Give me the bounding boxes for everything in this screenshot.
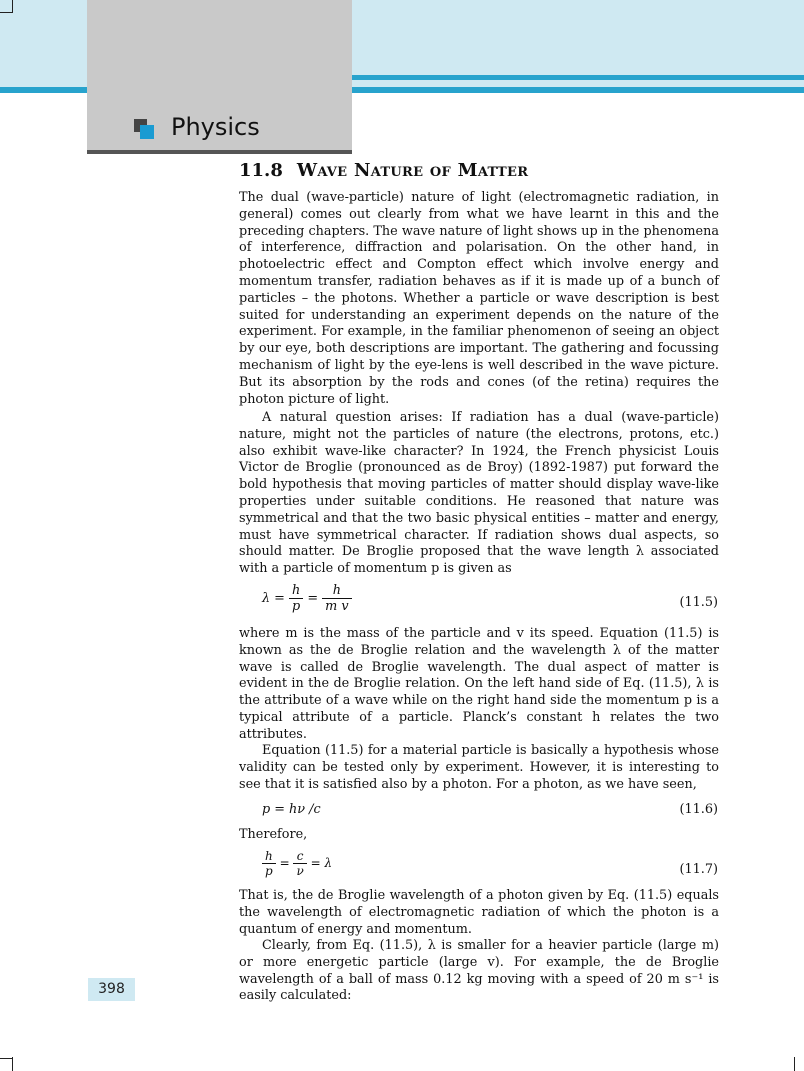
paragraph-2: A natural question arises: If radiation has a dual (wave-particle) nature, might not the particles of nature (the electrons, protons, etc.) also exhibit wave-like character? In 1924, the French physicist Louis Victor de Broglie (pronounced as de Broy) (1892-1987) put forward the bold hypothesis that moving particles of matter should display wave-like properties under suitable conditions. He reasoned that nature was symmetrical and that the two basic physical entities – matter and energy, must have symmetrical character. If radiation shows dual aspects, so should matter. De Broglie proposed that the wave length λ associated with a particle of momentum p is given as: [239, 410, 719, 577]
equation-11-5: λ = $\frac{h}{p}$ = $\frac{h}{\text{m v}}$: [262, 583, 352, 614]
page-number: 398: [88, 978, 135, 1001]
paragraph-6: Clearly, from Eq. (11.5), λ is smaller for a heavier particle (large m) or more energetic particle (large v). For example, the de Broglie wavelength of a ball of mass 0.12 kg moving with a speed of 20 m s⁻¹ is easily calculated:: [239, 938, 719, 1004]
paragraph-5: That is, the de Broglie wavelength of a photon given by Eq. (11.5) equals the wavelength of electromagnetic radiation of which the photon is a quantum of energy and momentum.: [239, 888, 719, 937]
crop-mark-bottom-left: [0, 1057, 13, 1071]
paragraph-1: The dual (wave-particle) nature of light (electromagnetic radiation, in general) comes out clearly from what we have learnt in this and the preceding chapters. The wave nature of light shows up in the phenomena of interference, diffraction and polarisation. On the other hand, in photoelectric effect and Compton effect which involve energy and momentum transfer, radiation behaves as if it is made up of a bunch of particles – the photons. Whether a particle or wave description is best suited for understanding an experiment depends on the nature of the experiment. For example, in the familiar phenomenon of seeing an object by our eye, both descriptions are important. The gathering and focussing mechanism of light by the eye-lens is well described in the wave picture. But its absorption by the rods and cones (of the retina) requires the photon picture of light.: [239, 190, 719, 407]
equation-number-11-6: (11.6): [679, 802, 718, 817]
paragraph-3: where m is the mass of the particle and v its speed. Equation (11.5) is known as the de Broglie relation and the wavelength λ of the matter wave is called de Broglie wavelength. The dual aspect of matter is evident in the de Broglie relation. On the left hand side of Eq. (11.5), λ is the attribute of a wave while on the right hand side the momentum p is a typical attribute of a particle. Planck’s constant h relates the two attributes.: [239, 626, 719, 742]
equation-11-6: p = hν /c: [262, 802, 321, 817]
equation-number-11-5: (11.5): [679, 595, 718, 610]
section-tab-rule: [87, 150, 352, 154]
crop-mark-bottom-right: [794, 1057, 804, 1071]
header-accent-line: [352, 75, 804, 80]
equation-11-7: $\frac{h}{p}$ = $\frac{c}{\nu}$ = λ: [262, 849, 332, 878]
section-title: Wave Nature of Matter: [296, 160, 529, 181]
section-number: 11.8: [239, 160, 283, 181]
equation-number-11-7: (11.7): [679, 862, 718, 877]
crop-mark-bottom-left-h: [0, 1058, 12, 1059]
crop-mark-top-left: [0, 0, 13, 13]
squares-logo-icon: [134, 119, 154, 139]
running-head: Physics: [171, 113, 260, 141]
therefore-text: Therefore,: [239, 827, 308, 842]
paragraph-4: Equation (11.5) for a material particle is basically a hypothesis whose validity can be tested only by experiment. However, it is interesting to see that it is satisfied also by a photon. For a photon, as we have seen,: [239, 743, 719, 792]
section-heading: [239, 160, 528, 181]
